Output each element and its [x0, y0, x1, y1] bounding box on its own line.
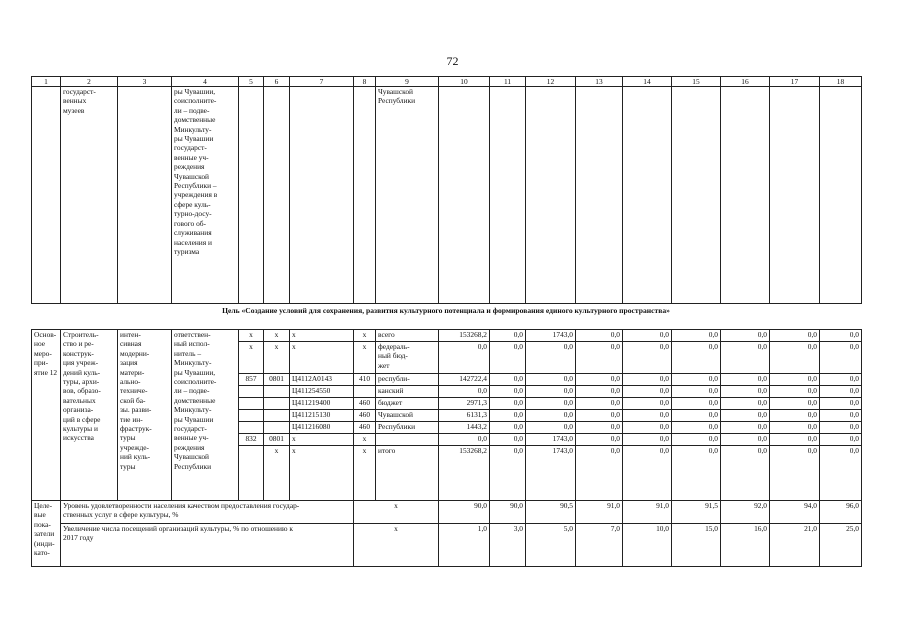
header-col-1: 1	[32, 77, 61, 87]
header-col-10: 10	[439, 77, 490, 87]
header-col-16: 16	[721, 77, 770, 87]
indicator-value: 94,0	[770, 501, 820, 524]
cell-value: 0,0	[526, 422, 576, 434]
cell-c7: x	[290, 434, 354, 446]
cell-value: 0,0	[721, 434, 770, 446]
cell-value: 0,0	[490, 434, 526, 446]
cell-value: 2971,3	[439, 398, 490, 410]
cell-funding-source: Чувашской	[376, 410, 439, 422]
cell-value: 0,0	[820, 342, 862, 374]
cell-value: 0,0	[526, 374, 576, 386]
cell-funding-source: Республики	[376, 422, 439, 434]
indicator-value: 10,0	[623, 524, 672, 567]
cell-c7: x	[290, 342, 354, 374]
cell-c6: x	[264, 330, 290, 342]
cell-value: 0,0	[623, 330, 672, 342]
cell-c6: x	[264, 446, 290, 501]
cell-c6	[264, 386, 290, 398]
table-main	[31, 329, 862, 567]
cell-value: 0,0	[526, 342, 576, 374]
indicator-value: 25,0	[820, 524, 862, 567]
cell-value: 0,0	[721, 330, 770, 342]
main-col2: Строитель- ство и ре- конструк- ция учреж- дений куль- туры, архи- вов, образо- вательных организа- ций в сфере культуры и искусства	[61, 330, 118, 501]
table-row	[32, 87, 862, 304]
cell-value: 0,0	[770, 386, 820, 398]
cell-value: 0,0	[672, 330, 721, 342]
cell-value: 0,0	[439, 434, 490, 446]
targets-label: Целе- вые пока- затели (инди- като-	[32, 501, 61, 567]
cell-col2: государст- венных музеев	[61, 87, 118, 304]
cell-c8: 460	[354, 422, 376, 434]
cell-c8	[354, 386, 376, 398]
cell-c8: 410	[354, 374, 376, 386]
cell-value: 0,0	[526, 386, 576, 398]
table-row	[32, 330, 862, 342]
indicator-value: 1,0	[439, 524, 490, 567]
header-col-5: 5	[239, 77, 264, 87]
cell-c5	[239, 398, 264, 410]
cell-value: 0,0	[439, 342, 490, 374]
cell-value: 0,0	[623, 342, 672, 374]
cell-value: 0,0	[820, 422, 862, 434]
cell-value: 0,0	[490, 330, 526, 342]
cell-value: 0,0	[672, 342, 721, 374]
indicator-x: x	[354, 524, 439, 567]
cell-value: 0,0	[672, 422, 721, 434]
header-col-14: 14	[623, 77, 672, 87]
cell-c5	[239, 386, 264, 398]
cell-value: 153268,2	[439, 446, 490, 501]
cell-c6: x	[264, 342, 290, 374]
cell-value: 0,0	[576, 342, 623, 374]
indicator-value: 90,5	[526, 501, 576, 524]
indicator-text: Увеличение числа посещений организаций культуры, % по отношению к 2017 году	[61, 524, 354, 567]
cell-value: 0,0	[770, 330, 820, 342]
cell-c7: Ц411215130	[290, 410, 354, 422]
cell-c6: 0801	[264, 374, 290, 386]
main-col3: интен- сивная модерни- зация матери- ально- техниче- ской ба- зы. разви- тие ин- фраструк- туры учрежде- ний куль- туры	[118, 330, 172, 501]
header-col-18: 18	[820, 77, 862, 87]
cell-value: 0,0	[672, 434, 721, 446]
header-col-4: 4	[172, 77, 239, 87]
cell-c6	[264, 422, 290, 434]
cell-c5: 857	[239, 374, 264, 386]
indicator-value: 90,0	[439, 501, 490, 524]
cell-funding-source	[376, 434, 439, 446]
cell-c7: Ц411216080	[290, 422, 354, 434]
cell-value: 0,0	[623, 386, 672, 398]
cell-funding-source: канский	[376, 386, 439, 398]
cell-value: 0,0	[576, 330, 623, 342]
cell-c8: x	[354, 330, 376, 342]
cell-value: 0,0	[576, 398, 623, 410]
cell-value: 0,0	[623, 374, 672, 386]
cell-value: 0,0	[770, 422, 820, 434]
cell-c7: x	[290, 446, 354, 501]
cell-value: 0,0	[576, 446, 623, 501]
header-col-3: 3	[118, 77, 172, 87]
indicator-value: 91,0	[623, 501, 672, 524]
table-row	[32, 524, 862, 567]
cell-value: 0,0	[490, 446, 526, 501]
cell-funding-source: федераль- ный бюд- жет	[376, 342, 439, 374]
cell-c6	[264, 410, 290, 422]
cell-value: 0,0	[820, 386, 862, 398]
cell-c5: x	[239, 330, 264, 342]
cell-col9: Чувашской Республики	[376, 87, 439, 304]
cell-value: 0,0	[721, 386, 770, 398]
goal-title: Цель «Создание условий для сохранения, развития культурного потенциала и формирования единого культурного пространства»	[222, 306, 670, 315]
cell-value: 0,0	[672, 446, 721, 501]
cell-value: 0,0	[672, 410, 721, 422]
header-col-12: 12	[526, 77, 576, 87]
cell-c6: 0801	[264, 434, 290, 446]
cell-c5	[239, 446, 264, 501]
cell-c8: x	[354, 342, 376, 374]
cell-c5	[239, 410, 264, 422]
cell-value: 0,0	[820, 434, 862, 446]
indicator-x: x	[354, 501, 439, 524]
page-number: 72	[446, 54, 459, 68]
cell-value: 0,0	[672, 398, 721, 410]
indicator-value: 7,0	[576, 524, 623, 567]
cell-value: 0,0	[490, 398, 526, 410]
cell-value: 0,0	[576, 374, 623, 386]
cell-value: 0,0	[576, 410, 623, 422]
main-col4: ответствен- ный испол- нитель – Минкульту- ры Чувашии, соисполните- ли – подве- домственные Минкульту- ры Чувашии государст- венные уч- реждения Чувашской Республики	[172, 330, 239, 501]
header-col-15: 15	[672, 77, 721, 87]
cell-value: 0,0	[770, 410, 820, 422]
cell-col4: ры Чувашии, соисполните- ли – подве- домственные Минкульту- ры Чувашии государст- венные уч- реждения Чувашской Республики – учреждения в сфере куль- турно-досу- гового об- служивания населения и туризма	[172, 87, 239, 304]
indicator-value: 92,0	[721, 501, 770, 524]
indicator-value: 21,0	[770, 524, 820, 567]
cell-c8: 460	[354, 410, 376, 422]
cell-value: 0,0	[623, 422, 672, 434]
header-col-8: 8	[354, 77, 376, 87]
cell-funding-source: всего	[376, 330, 439, 342]
cell-value: 0,0	[770, 434, 820, 446]
cell-value: 0,0	[672, 386, 721, 398]
cell-value: 0,0	[820, 410, 862, 422]
cell-value: 0,0	[721, 446, 770, 501]
indicator-value: 91,0	[576, 501, 623, 524]
cell-value: 6131,3	[439, 410, 490, 422]
cell-value: 142722,4	[439, 374, 490, 386]
cell-value: 0,0	[526, 398, 576, 410]
cell-value: 0,0	[490, 386, 526, 398]
indicator-value: 91,5	[672, 501, 721, 524]
cell-value: 0,0	[623, 398, 672, 410]
table-continuation	[31, 76, 862, 304]
cell-c5	[239, 422, 264, 434]
cell-value: 0,0	[721, 410, 770, 422]
cell-c6	[264, 398, 290, 410]
header-col-11: 11	[490, 77, 526, 87]
cell-value: 1743,0	[526, 330, 576, 342]
cell-value: 153268,2	[439, 330, 490, 342]
cell-value: 0,0	[721, 398, 770, 410]
header-col-7: 7	[290, 77, 354, 87]
cell-funding-source: бюджет	[376, 398, 439, 410]
cell-funding-source: республи-	[376, 374, 439, 386]
cell-value: 0,0	[623, 410, 672, 422]
cell-c7: Ц411254550	[290, 386, 354, 398]
cell-value: 0,0	[490, 410, 526, 422]
cell-c8: x	[354, 434, 376, 446]
indicator-text: Уровень удовлетворенности населения качеством предоставления государ- ственных услуг в сфере культуры, %	[61, 501, 354, 524]
cell-value: 0,0	[623, 434, 672, 446]
table-row	[32, 501, 862, 524]
cell-value: 0,0	[721, 374, 770, 386]
cell-value: 1743,0	[526, 446, 576, 501]
cell-value: 1743,0	[526, 434, 576, 446]
cell-value: 0,0	[820, 374, 862, 386]
cell-value: 0,0	[820, 398, 862, 410]
indicator-value: 16,0	[721, 524, 770, 567]
cell-value: 0,0	[490, 342, 526, 374]
cell-value: 0,0	[526, 410, 576, 422]
indicator-value: 5,0	[526, 524, 576, 567]
cell-value: 0,0	[623, 446, 672, 501]
cell-value: 0,0	[770, 374, 820, 386]
cell-c5: 832	[239, 434, 264, 446]
cell-value: 0,0	[721, 342, 770, 374]
cell-value: 0,0	[490, 374, 526, 386]
cell-c7: Ц4112А0143	[290, 374, 354, 386]
cell-value: 0,0	[576, 386, 623, 398]
indicator-value: 15,0	[672, 524, 721, 567]
indicator-value: 3,0	[490, 524, 526, 567]
cell-c8: 460	[354, 398, 376, 410]
cell-c7: Ц411219400	[290, 398, 354, 410]
cell-value: 0,0	[439, 386, 490, 398]
header-col-2: 2	[61, 77, 118, 87]
indicator-value: 96,0	[820, 501, 862, 524]
header-col-6: 6	[264, 77, 290, 87]
indicator-value: 90,0	[490, 501, 526, 524]
cell-funding-source: итого	[376, 446, 439, 501]
cell-value: 0,0	[820, 446, 862, 501]
main-col1: Основ- ное меро- при- ятие 12	[32, 330, 61, 501]
cell-value: 0,0	[576, 434, 623, 446]
cell-c7: x	[290, 330, 354, 342]
cell-value: 0,0	[576, 422, 623, 434]
cell-c8: x	[354, 446, 376, 501]
cell-value: 0,0	[820, 330, 862, 342]
header-col-13: 13	[576, 77, 623, 87]
cell-value: 0,0	[770, 398, 820, 410]
cell-c5: x	[239, 342, 264, 374]
cell-value: 0,0	[770, 342, 820, 374]
cell-value: 0,0	[672, 374, 721, 386]
cell-value: 0,0	[721, 422, 770, 434]
header-row	[32, 77, 862, 87]
header-col-9: 9	[376, 77, 439, 87]
cell-value: 0,0	[770, 446, 820, 501]
header-col-17: 17	[770, 77, 820, 87]
cell-value: 0,0	[490, 422, 526, 434]
cell-value: 1443,2	[439, 422, 490, 434]
